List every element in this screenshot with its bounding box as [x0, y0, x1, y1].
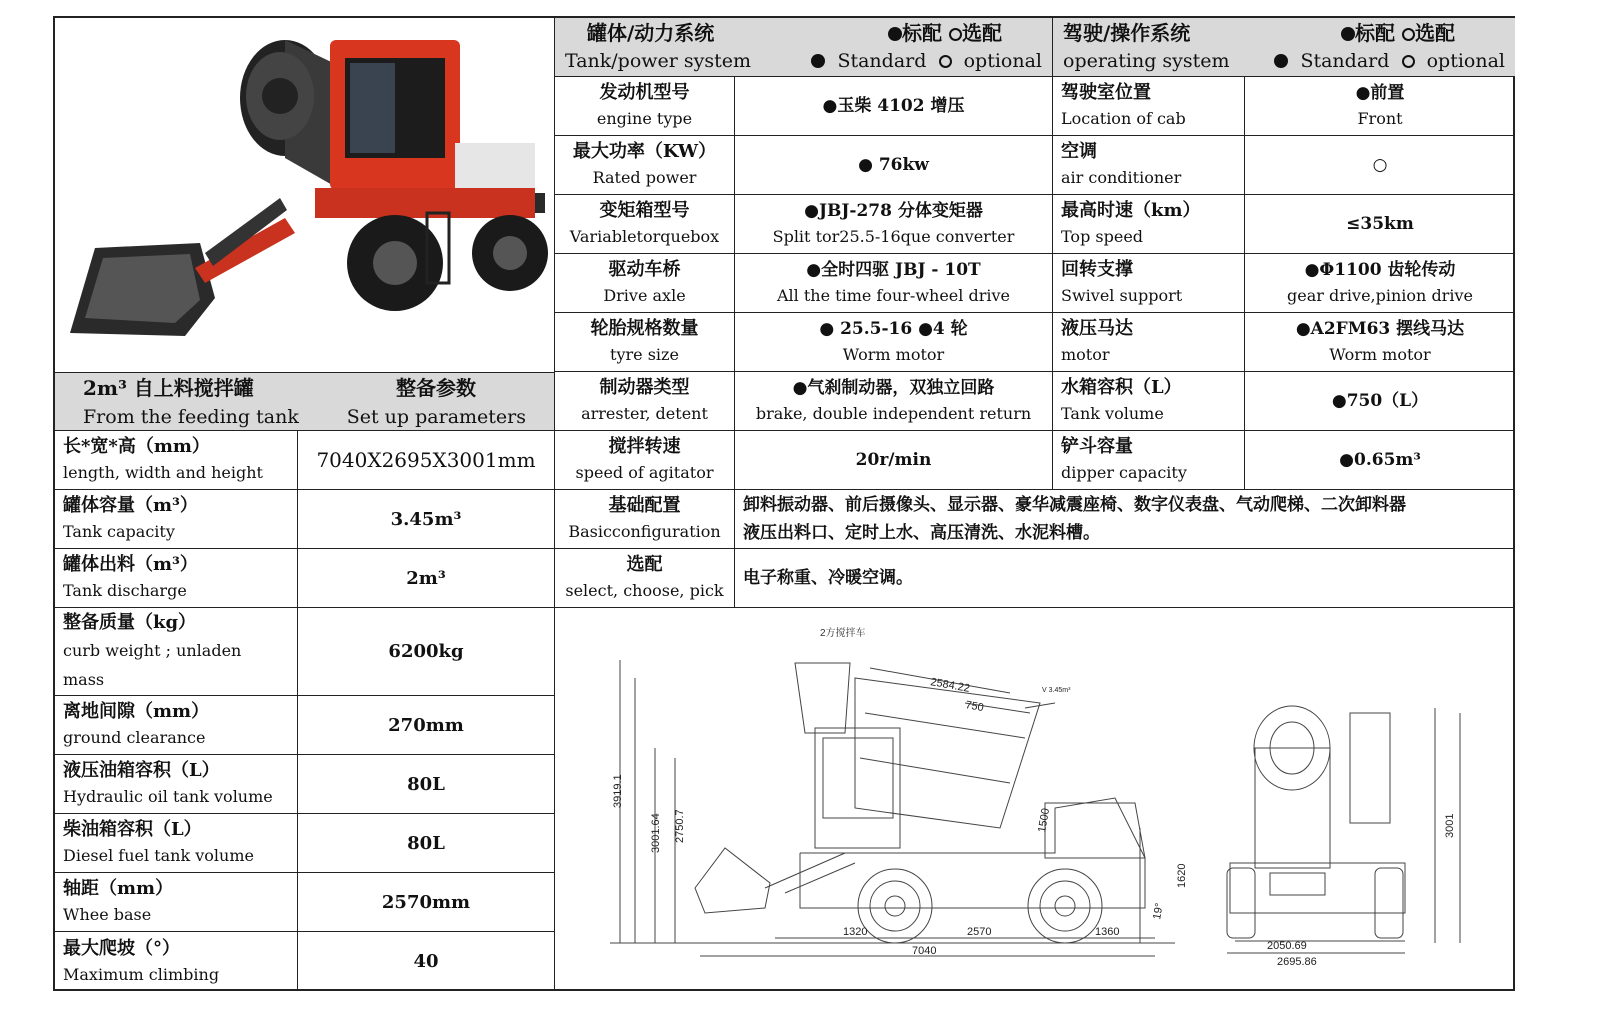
row-label-cn: 驱动车桥 [608, 259, 681, 280]
spec-value-3 [298, 608, 555, 696]
tank-label-4 [555, 313, 735, 372]
row-label-cn: 空调 [1061, 141, 1097, 162]
row-label-cn: 回转支撑 [1061, 259, 1133, 280]
left-header-en-params: Set up parameters [346, 405, 526, 428]
spec-value-7 [298, 873, 555, 932]
row-label-en: Drive axle [603, 286, 686, 305]
tank-label-0 [555, 77, 735, 136]
technical-drawing-cell [555, 608, 1515, 991]
spec-label-en: Tank discharge [63, 581, 187, 600]
dim-drum-length: 2584.22 [929, 676, 971, 695]
dim-2050: 2050.69 [1267, 940, 1307, 952]
spec-value-text: 40 [413, 951, 439, 972]
spec-label-cn: 罐体容量（m³） [63, 495, 198, 516]
op-label-2 [1053, 195, 1245, 254]
spec-label-3 [55, 608, 298, 696]
spec-label-cn: 离地间隙（mm） [63, 701, 210, 722]
spec-label-cn: 柴油箱容积（L） [63, 819, 202, 840]
dim-1360: 1360 [1095, 926, 1120, 938]
op-label-1 [1053, 136, 1245, 195]
standard-dot-icon [1274, 54, 1288, 68]
spec-value-text: 2m³ [406, 567, 446, 589]
tank-std-en: Standard [837, 50, 927, 72]
spec-value-text: 6200kg [388, 641, 464, 662]
spec-label-2 [55, 549, 298, 608]
spec-label-en: Hydraulic oil tank volume [63, 787, 273, 806]
dim-2695: 2695.86 [1277, 956, 1317, 968]
standard-dot-icon [811, 54, 825, 68]
row-label-cn: 铲斗容量 [1061, 436, 1133, 457]
left-header-cn-title: 2m³ 自上料搅拌罐 [83, 375, 254, 400]
dim-3919: 3919.1 [612, 774, 624, 808]
row-value-secondary: Worm motor [1329, 345, 1431, 364]
basic-config-line1: 卸料振动器、前后摄像头、显示器、豪华减震座椅、数字仪表盘、气动爬梯、二次卸料器 [743, 495, 1406, 515]
spec-label-en: ground clearance [63, 728, 206, 747]
spec-value-6 [298, 814, 555, 873]
left-section-header [55, 373, 555, 431]
spec-label-5 [55, 755, 298, 814]
tank-opt-en: optional [963, 50, 1042, 72]
row-label-cn: 轮胎规格数量 [590, 318, 699, 339]
dim-1320: 1320 [843, 926, 868, 938]
options-en: select, choose, pick [565, 581, 724, 600]
spec-label-cn: 长*宽*高（mm） [63, 436, 210, 457]
tank-label-1 [555, 136, 735, 195]
optional-ring-icon [1402, 28, 1415, 41]
mixer-truck-image [55, 18, 555, 373]
row-label-en: air conditioner [1061, 168, 1182, 187]
op-value-4 [1245, 313, 1515, 372]
op-value-2 [1245, 195, 1515, 254]
row-value-primary: ●Φ1100 齿轮传动 [1304, 260, 1456, 280]
op-label-4 [1053, 313, 1245, 372]
row-value-primary: ●750（L） [1331, 391, 1429, 411]
optional-ring-icon [1402, 55, 1415, 68]
op-label-5 [1053, 372, 1245, 431]
basic-config-content [735, 490, 1515, 549]
spec-label-en: Diesel fuel tank volume [63, 846, 254, 865]
tank-header-cn: 罐体/动力系统 [587, 21, 715, 45]
options-text: 电子称重、冷暖空调。 [743, 568, 913, 588]
tank-label-6 [555, 431, 735, 490]
row-label-cn: 发动机型号 [599, 82, 690, 103]
tank-value-0 [735, 77, 1053, 136]
basic-config-en: Basicconfiguration [568, 522, 721, 541]
spec-label-0 [55, 431, 298, 490]
row-label-cn: 驾驶室位置 [1061, 82, 1151, 103]
spec-label-4 [55, 696, 298, 755]
row-label-cn: 制动器类型 [599, 377, 690, 398]
row-label-en: dipper capacity [1061, 463, 1187, 482]
row-value-secondary: All the time four-wheel drive [776, 286, 1010, 305]
spec-label-cn: 液压油箱容积（L） [63, 760, 220, 781]
spec-value-1 [298, 490, 555, 549]
dim-angle: 19° [1151, 902, 1166, 921]
row-value-primary: ●气刹制动器，双独立回路 [792, 378, 995, 398]
dim-volume: V 3.45m³ [1042, 687, 1071, 694]
tank-value-1 [735, 136, 1053, 195]
op-std-cn: 标配 [1355, 21, 1396, 45]
left-header-cn-params: 整备参数 [396, 375, 476, 400]
tank-value-2 [735, 195, 1053, 254]
spec-label-en: Maximum climbing [63, 964, 220, 984]
row-label-en: tyre size [610, 345, 679, 364]
tank-value-6 [735, 431, 1053, 490]
options-label [555, 549, 735, 608]
row-label-cn: 变矩箱型号 [599, 200, 690, 221]
op-header-en: operating system [1063, 50, 1230, 72]
spec-value-text: 2570mm [381, 891, 471, 913]
row-label-cn: 搅拌转速 [608, 436, 681, 457]
row-value-secondary: Front [1357, 109, 1403, 128]
tank-label-2 [555, 195, 735, 254]
optional-ring-icon [939, 55, 952, 68]
op-header-cn: 驾驶/操作系统 [1063, 21, 1191, 45]
spec-sheet [53, 16, 1515, 991]
dim-2750: 2750.7 [674, 809, 686, 843]
standard-dot-icon [1341, 27, 1355, 41]
row-value-primary: ○ [1372, 155, 1388, 175]
basic-config-cn: 基础配置 [608, 495, 681, 516]
spec-label-1 [55, 490, 298, 549]
row-value-primary: ●前置 [1355, 83, 1405, 103]
spec-label-en: Tank capacity [63, 522, 175, 541]
row-label-en: Top speed [1061, 227, 1144, 246]
row-value-primary: ●A2FM63 摆线马达 [1295, 319, 1465, 339]
truck-photo-cell [55, 18, 555, 373]
spec-label-6 [55, 814, 298, 873]
basic-config-label [555, 490, 735, 549]
op-value-5 [1245, 372, 1515, 431]
spec-value-0 [298, 431, 555, 490]
optional-ring-icon [949, 28, 962, 41]
standard-dot-icon [888, 27, 902, 41]
row-label-cn: 最高时速（km） [1061, 200, 1201, 221]
spec-label-cn: 罐体出料（m³） [63, 554, 198, 575]
row-label-en: Variabletorquebox [569, 227, 720, 246]
spec-label-en: length, width and height [63, 463, 263, 482]
tank-label-5 [555, 372, 735, 431]
row-label-en: speed of agitator [575, 463, 714, 482]
row-value-secondary: Worm motor [842, 345, 945, 364]
row-value-secondary: Split tor25.5-16que converter [772, 227, 1015, 246]
row-label-en: Location of cab [1061, 109, 1186, 128]
op-label-0 [1053, 77, 1245, 136]
tank-label-3 [555, 254, 735, 313]
row-value-secondary: brake, double independent return [755, 404, 1032, 423]
options-cn: 选配 [626, 554, 663, 575]
op-value-6 [1245, 431, 1515, 490]
row-label-en: motor [1061, 345, 1110, 364]
dim-3001-64: 3001.64 [650, 813, 662, 853]
spec-label-en: curb weight ; unladen mass [63, 640, 242, 689]
row-label-en: Rated power [592, 168, 697, 187]
spec-value-2 [298, 549, 555, 608]
spec-value-text: 270mm [388, 714, 464, 736]
row-label-en: Swivel support [1061, 286, 1183, 305]
dim-1620: 1620 [1176, 863, 1188, 888]
op-value-0 [1245, 77, 1515, 136]
dim-3001: 3001 [1444, 813, 1456, 838]
tank-value-4 [735, 313, 1053, 372]
spec-value-text: 80L [407, 773, 445, 795]
row-label-en: arrester, detent [581, 404, 708, 423]
left-header-en-title: From the feeding tank [83, 405, 299, 428]
spec-value-8 [298, 932, 555, 991]
spec-value-text: 7040X2695X3001mm [316, 448, 536, 472]
row-value-primary: ●全时四驱 JBJ - 10T [806, 260, 981, 280]
row-label-en: engine type [596, 109, 693, 128]
row-value-primary: ● 76kw [858, 155, 929, 175]
spec-value-text: 80L [407, 832, 445, 854]
op-value-1 [1245, 136, 1515, 195]
op-label-6 [1053, 431, 1245, 490]
row-label-cn: 最大功率（KW） [572, 141, 717, 162]
spec-value-5 [298, 755, 555, 814]
spec-value-4 [298, 696, 555, 755]
op-label-3 [1053, 254, 1245, 313]
op-opt-cn: 选配 [1415, 21, 1455, 45]
tank-header-en: Tank/power system [565, 50, 752, 72]
options-content [735, 549, 1515, 608]
row-value-primary: ● 25.5-16 ●4 轮 [819, 319, 968, 339]
basic-config-line2: 液压出料口、定时上水、高压清洗、水泥料槽。 [743, 523, 1100, 543]
row-label-en: Tank volume [1061, 404, 1164, 423]
tank-value-5 [735, 372, 1053, 431]
row-value-primary: ●玉柴 4102 增压 [822, 96, 965, 116]
spec-label-8 [55, 932, 298, 991]
spec-label-cn: 最大爬坡（°） [63, 937, 180, 959]
technical-drawing [555, 608, 1515, 991]
dim-7040: 7040 [912, 945, 937, 957]
row-value-primary: ≤35km [1346, 214, 1414, 234]
spec-label-en: Whee base [63, 905, 152, 924]
spec-label-cn: 轴距（mm） [63, 878, 174, 899]
spec-label-7 [55, 873, 298, 932]
dim-2570: 2570 [967, 926, 992, 938]
tank-value-3 [735, 254, 1053, 313]
tank-system-header [555, 18, 1053, 77]
row-label-cn: 水箱容积（L） [1061, 377, 1182, 398]
row-value-secondary: gear drive,pinion drive [1287, 286, 1473, 305]
row-value-primary: 20r/min [855, 450, 932, 470]
row-value-primary: ●0.65m³ [1339, 450, 1421, 470]
spec-label-cn: 整备质量（kg） [63, 611, 197, 633]
op-value-3 [1245, 254, 1515, 313]
row-label-cn: 液压马达 [1061, 318, 1133, 339]
dim-750: 750 [964, 699, 985, 715]
op-opt-en: optional [1426, 50, 1505, 72]
op-std-en: Standard [1300, 50, 1390, 72]
drawing-title: 2方搅拌车 [820, 628, 866, 639]
operating-system-header [1053, 18, 1515, 77]
tank-std-cn: 标配 [902, 21, 943, 45]
dim-1500: 1500 [1036, 807, 1053, 834]
tank-opt-cn: 选配 [962, 21, 1002, 45]
row-value-primary: ●JBJ-278 分体变矩器 [804, 201, 983, 221]
spec-value-text: 3.45m³ [390, 508, 462, 530]
